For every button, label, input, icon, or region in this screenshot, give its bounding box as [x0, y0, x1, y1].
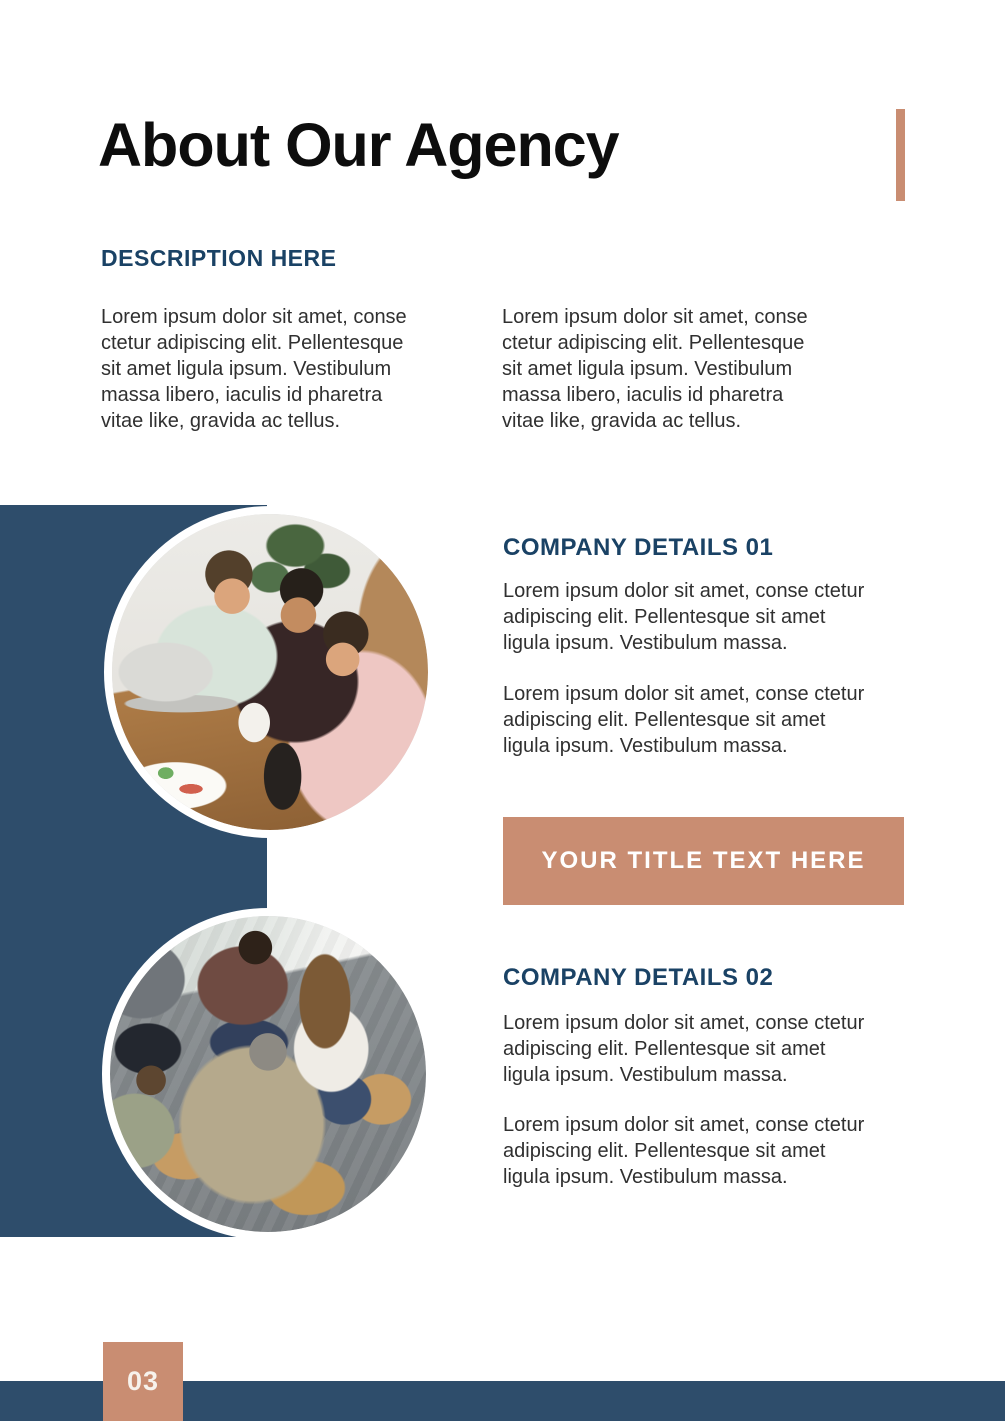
company-details-1-paragraph-1: Lorem ipsum dolor sit amet, conse ctetur adipiscing elit. Pellentesque sit amet ligula ipsum. Vestibulum massa.: [503, 580, 865, 654]
title-banner-label: YOUR TITLE TEXT HERE: [541, 847, 866, 874]
title-accent-bar: [896, 109, 905, 201]
description-column-2: Lorem ipsum dolor sit amet, conse ctetur adipiscing elit. Pellentesque sit amet ligula ipsum. Vestibulum massa libero, iaculis id pharetra vitae like, gravida ac tellus.: [502, 306, 808, 432]
company-details-2-paragraph-2: Lorem ipsum dolor sit amet, conse ctetur adipiscing elit. Pellentesque sit amet ligula ipsum. Vestibulum massa.: [503, 1114, 865, 1188]
description-column-1: Lorem ipsum dolor sit amet, conse ctetur adipiscing elit. Pellentesque sit amet ligula ipsum. Vestibulum massa libero, iaculis id pharetra vitae like, gravida ac tellus.: [101, 306, 407, 432]
page-title: About Our Agency: [98, 111, 619, 179]
description-heading: DESCRIPTION HERE: [101, 245, 337, 271]
company-details-1-paragraph-2: Lorem ipsum dolor sit amet, conse ctetur adipiscing elit. Pellentesque sit amet ligula ipsum. Vestibulum massa.: [503, 683, 865, 757]
company-details-2-heading: COMPANY DETAILS 02: [503, 964, 774, 991]
company-details-2-paragraph-1: Lorem ipsum dolor sit amet, conse ctetur adipiscing elit. Pellentesque sit amet ligula ipsum. Vestibulum massa.: [503, 1012, 865, 1086]
team-photo-1: [104, 506, 436, 838]
title-banner: [503, 817, 904, 905]
page-number: 03: [126, 1366, 160, 1396]
company-details-1-heading: COMPANY DETAILS 01: [503, 534, 774, 561]
team-photo-1-image: [112, 514, 428, 830]
team-photo-2: [102, 908, 434, 1240]
team-photo-2-image: [110, 916, 426, 1232]
page-number-box: [103, 1342, 183, 1421]
